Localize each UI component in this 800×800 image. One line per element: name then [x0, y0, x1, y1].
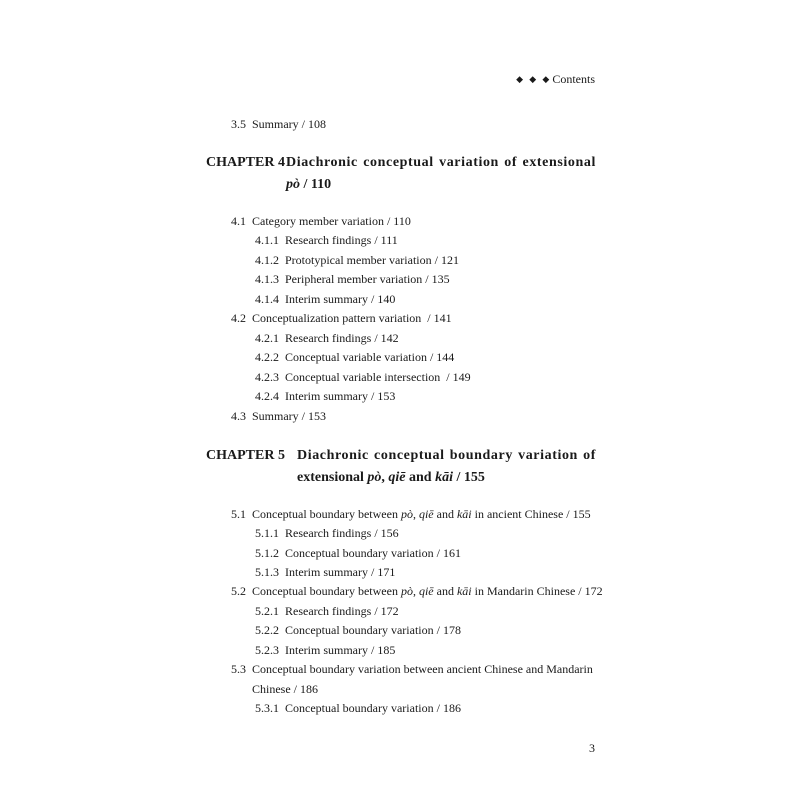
toc-entry[interactable]: [255, 252, 459, 268]
entry-title: Interim summary: [285, 565, 368, 579]
toc-entry[interactable]: [255, 330, 399, 346]
entry-page: 155: [572, 507, 591, 521]
entry-term: qiē: [418, 584, 434, 598]
entry-title-and: and: [433, 507, 457, 521]
chapter-title-line2: [286, 174, 596, 196]
entry-number: 4.2.2: [255, 350, 279, 364]
entry-number: 5.2.3: [255, 643, 279, 657]
entry-page: 172: [380, 604, 399, 618]
entry-title-line1: Conceptual boundary variation between ancient Chinese and Mandarin: [252, 662, 593, 676]
chapter-5-heading[interactable]: [206, 445, 596, 489]
entry-term: kāi: [456, 507, 472, 521]
toc-entry[interactable]: [255, 525, 399, 541]
entry-number: 5.2: [231, 584, 246, 598]
toc-entry[interactable]: [231, 408, 326, 424]
entry-title: Summary: [252, 409, 299, 423]
entry-page: 111: [380, 233, 398, 247]
entry-number: 4.2.1: [255, 331, 279, 345]
entry-page: 171: [377, 565, 396, 579]
entry-number: 5.3: [231, 662, 246, 676]
entry-title: Conceptualization pattern variation: [252, 311, 422, 325]
toc-entry[interactable]: [231, 213, 411, 229]
entry-number: 4.2.3: [255, 370, 279, 384]
chapter-page: / 110: [300, 177, 332, 192]
toc-entry[interactable]: [255, 369, 471, 385]
toc-entry[interactable]: [255, 603, 399, 619]
entry-number: 5.1.2: [255, 546, 279, 560]
separator: /: [371, 331, 381, 345]
toc-entry[interactable]: [231, 583, 603, 599]
toc-entry[interactable]: [255, 291, 395, 307]
chapter-term: kāi: [435, 470, 453, 485]
toc-entry[interactable]: [255, 388, 395, 404]
separator: /: [367, 389, 378, 403]
separator: /: [298, 409, 309, 423]
separator: /: [383, 214, 394, 228]
toc-entry[interactable]: [255, 700, 461, 716]
separator: /: [298, 117, 309, 131]
entry-title: Category member variation: [252, 214, 384, 228]
entry-title: Research findings: [285, 233, 372, 247]
chapter-title-and: and: [405, 470, 436, 485]
entry-page: 140: [377, 292, 396, 306]
toc-entry[interactable]: [255, 271, 450, 287]
entry-title: Conceptual boundary variation: [285, 701, 434, 715]
entry-page: 149: [452, 370, 471, 384]
entry-page: 108: [308, 117, 327, 131]
entry-term: qiē: [418, 507, 434, 521]
entry-page: 172: [584, 584, 603, 598]
separator: /: [367, 565, 378, 579]
separator: /: [367, 292, 378, 306]
toc-entry[interactable]: [255, 564, 395, 580]
entry-page: 186: [300, 682, 319, 696]
toc-entry[interactable]: [255, 232, 398, 248]
toc-entry[interactable]: [255, 349, 454, 365]
entry-title-text: Conceptual boundary between: [252, 507, 401, 521]
separator: /: [371, 233, 381, 247]
entry-title: Conceptual boundary variation: [285, 623, 434, 637]
entry-title: Prototypical member variation: [285, 253, 432, 267]
separator: /: [431, 253, 441, 267]
entry-title-text: Conceptual boundary between: [252, 584, 401, 598]
entry-page: 141: [433, 311, 452, 325]
entry-number: 5.2.2: [255, 623, 279, 637]
toc-entry[interactable]: [255, 545, 461, 561]
chapter-label: CHAPTER 4: [206, 155, 285, 170]
entry-title: Research findings: [285, 526, 372, 540]
entry-title: Conceptual boundary variation: [285, 546, 434, 560]
separator: /: [367, 643, 378, 657]
entry-title-sep: ,: [412, 584, 419, 598]
chapter-title-sep: ,: [381, 470, 389, 485]
page-number: 3: [589, 741, 595, 755]
diamond-ornament-icon: ◆ ◆ ◆: [516, 74, 552, 84]
chapter-title-line2: [297, 467, 596, 489]
toc-entry[interactable]: [255, 642, 395, 658]
entry-page: 178: [442, 623, 461, 637]
entry-number: 4.2.4: [255, 389, 279, 403]
chapter-title-prefix: extensional: [297, 470, 368, 485]
entry-number: 5.1: [231, 507, 246, 521]
chapter-4-heading[interactable]: [206, 152, 596, 196]
entry-title-line2: Chinese: [252, 682, 291, 696]
entry-page: 121: [440, 253, 459, 267]
chapter-label: CHAPTER 5: [206, 448, 285, 463]
separator: /: [575, 584, 585, 598]
entry-title: Research findings: [285, 604, 372, 618]
separator: /: [433, 623, 443, 637]
entry-title-text: in Mandarin Chinese: [471, 584, 576, 598]
entry-page: 135: [431, 272, 450, 286]
entry-page: 144: [436, 350, 455, 364]
running-head: [516, 72, 595, 87]
toc-entry[interactable]: [231, 506, 591, 522]
entry-page: 161: [442, 546, 461, 560]
entry-title-and: and: [433, 584, 457, 598]
entry-number: 5.2.1: [255, 604, 279, 618]
entry-number: 4.1.1: [255, 233, 279, 247]
separator: /: [422, 272, 432, 286]
entry-title: [252, 507, 563, 521]
entry-title: Interim summary: [285, 389, 368, 403]
separator: /: [371, 526, 381, 540]
separator: /: [426, 350, 437, 364]
entry-term: kāi: [456, 584, 472, 598]
entry-number: 4.3: [231, 409, 246, 423]
entry-term: pò: [400, 584, 413, 598]
entry-number: 4.1.3: [255, 272, 279, 286]
entry-page: 153: [308, 409, 327, 423]
entry-page: 156: [380, 526, 399, 540]
entry-title: Conceptual variable variation: [285, 350, 427, 364]
entry-page: 153: [377, 389, 396, 403]
separator: /: [433, 546, 443, 560]
entry-title: Peripheral member variation: [285, 272, 423, 286]
toc-entry[interactable]: [231, 116, 326, 132]
entry-title-text: in ancient Chinese: [471, 507, 564, 521]
entry-number: 4.2: [231, 311, 246, 325]
entry-page: 185: [377, 643, 396, 657]
entry-page: 186: [442, 701, 461, 715]
entry-title: [252, 584, 575, 598]
entry-number: 5.1.1: [255, 526, 279, 540]
entry-number: 5.3.1: [255, 701, 279, 715]
chapter-page: / 155: [452, 470, 485, 485]
toc-entry[interactable]: [255, 622, 461, 638]
entry-page: 142: [380, 331, 399, 345]
entry-number: 4.1.4: [255, 292, 279, 306]
separator: /: [433, 701, 443, 715]
entry-term: pò: [400, 507, 413, 521]
toc-entry[interactable]: [231, 661, 593, 677]
chapter-term: pò: [286, 177, 300, 192]
separator: /: [290, 682, 301, 696]
separator: /: [443, 370, 453, 384]
separator: /: [371, 604, 381, 618]
running-head-label: Contents: [552, 72, 595, 86]
chapter-term: pò: [367, 470, 382, 485]
entry-title-sep: ,: [412, 507, 419, 521]
entry-title: Interim summary: [285, 292, 368, 306]
separator: /: [563, 507, 573, 521]
chapter-term: qiē: [388, 470, 406, 485]
entry-page: 110: [393, 214, 411, 228]
toc-entry-continuation[interactable]: [252, 681, 318, 697]
chapter-title-line1: Diachronic conceptual variation of extensional: [286, 155, 596, 170]
entry-title: Conceptual variable intersection: [285, 370, 441, 384]
entry-title: Summary: [252, 117, 299, 131]
toc-entry[interactable]: [231, 310, 452, 326]
entry-title: Research findings: [285, 331, 372, 345]
entry-number: 4.1.2: [255, 253, 279, 267]
entry-number: 3.5: [231, 117, 246, 131]
entry-number: 4.1: [231, 214, 246, 228]
entry-title: Interim summary: [285, 643, 368, 657]
chapter-title-line1: Diachronic conceptual boundary variation of: [297, 448, 596, 463]
separator: /: [424, 311, 434, 325]
entry-number: 5.1.3: [255, 565, 279, 579]
